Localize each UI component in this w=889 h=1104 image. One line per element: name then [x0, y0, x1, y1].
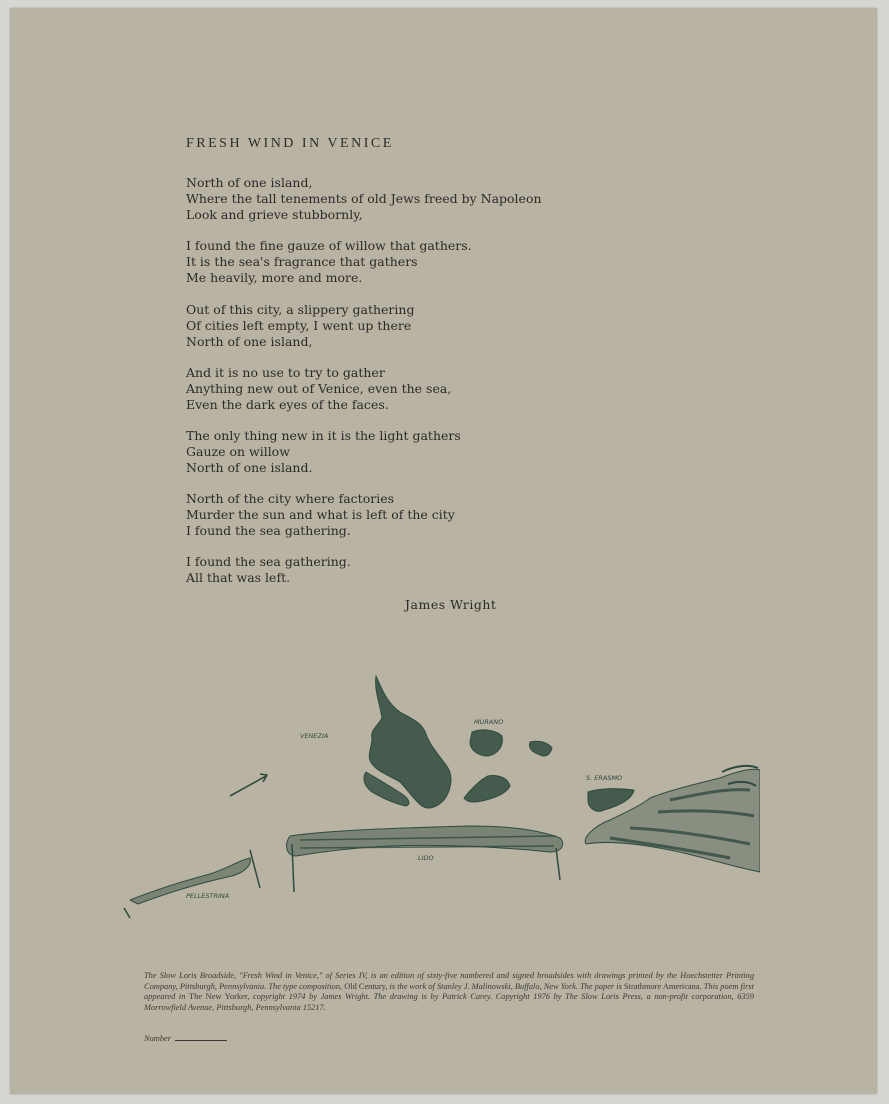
poem-line: Anything new out of Venice, even the sea,: [186, 380, 452, 396]
stanza-1: [186, 175, 542, 222]
map-label-s-erasmo: S. ERASMO: [586, 774, 623, 782]
colophon-text: This poem first appeared in: [144, 981, 755, 1002]
poem-line: The only thing new in it is the light gathers: [186, 428, 461, 443]
small-island: [529, 741, 552, 756]
number-label: Number: [144, 1034, 171, 1043]
poem-line: North of one island,: [186, 175, 313, 190]
poem-title: FRESH WIND IN VENICE: [186, 136, 394, 151]
small-island: [464, 775, 510, 802]
map-label-lido: LIDO: [418, 854, 434, 862]
stanza-4: [186, 365, 451, 412]
poem-line: North of the city where factories: [186, 491, 395, 506]
map-label-pellestrina: PELLESTRINA: [186, 892, 230, 900]
cavallino-landmass: [585, 769, 760, 872]
poem-line: Out of this city, a slippery gathering: [186, 302, 415, 317]
map-label-venezia: VENEZIA: [300, 732, 329, 740]
colophon: [144, 971, 754, 1013]
colophon-text: copyright 1974 by James Wright. The drawing is by Patrick Carey. Copyright 1976 by The Slow Loris Press, a non-profit corporation, 6359 Morrowfield Avenue, Pittsburgh, Pennsylvania 15217.: [144, 992, 754, 1012]
poem-line: Where the tall tenements of old Jews freed by Napoleon: [186, 190, 542, 206]
colophon-text: is the work of Stanley J. Malinowski, Buffalo, New York. The paper is: [387, 981, 624, 991]
colophon-typeface: Old Century,: [344, 981, 388, 991]
stanza-2: [186, 238, 472, 285]
poem-line: It is the sea's fragrance that gathers: [186, 253, 418, 269]
poem-line: Even the dark eyes of the faces.: [186, 396, 389, 412]
poem-line: North of one island.: [186, 459, 313, 475]
stanza-3: [186, 302, 414, 349]
stanza-5: [186, 428, 461, 475]
poem-line: And it is no use to try to gather: [186, 365, 385, 380]
stanza-6: [186, 491, 455, 538]
poem-line: Of cities left empty, I went up there: [186, 317, 412, 333]
poem-line: I found the sea gathering.: [186, 554, 351, 569]
poem-author: James Wright: [405, 597, 497, 612]
poem-line: Murder the sun and what is left of the city: [186, 506, 455, 522]
broadside-sheet: [10, 8, 877, 1094]
colophon-paper: Strathmore Americana.: [623, 981, 702, 991]
lido-island: [287, 826, 563, 856]
edition-number-line: [144, 1034, 227, 1043]
s-erasmo-island: [588, 789, 634, 812]
poem-line: North of one island,: [186, 333, 313, 349]
poem-line: I found the sea gathering.: [186, 522, 351, 538]
number-blank: [175, 1040, 227, 1041]
north-arrow-icon: [230, 774, 267, 796]
colophon-text: The Slow Loris Broadside, "Fresh Wind in Venice," of Series IV, is an edition of sixty-five numbered and signed broadsides with drawings printed by the Hoechstetter Printing Company, Pittsburgh, Pennsylvania. The type composition,: [144, 971, 754, 991]
murano-island: [470, 730, 502, 756]
map-label-murano: MURANO: [474, 718, 504, 726]
colophon-magazine: The New Yorker,: [189, 992, 250, 1002]
poem-line: Look and grieve stubbornly,: [186, 206, 363, 222]
poem-line: I found the fine gauze of willow that gathers.: [186, 238, 472, 253]
poem-line: All that was left.: [186, 569, 291, 585]
poem-line: Gauze on willow: [186, 443, 290, 459]
poem-line: Me heavily, more and more.: [186, 269, 363, 285]
venice-lagoon-drawing: [110, 660, 760, 930]
stanza-7: [186, 554, 351, 586]
